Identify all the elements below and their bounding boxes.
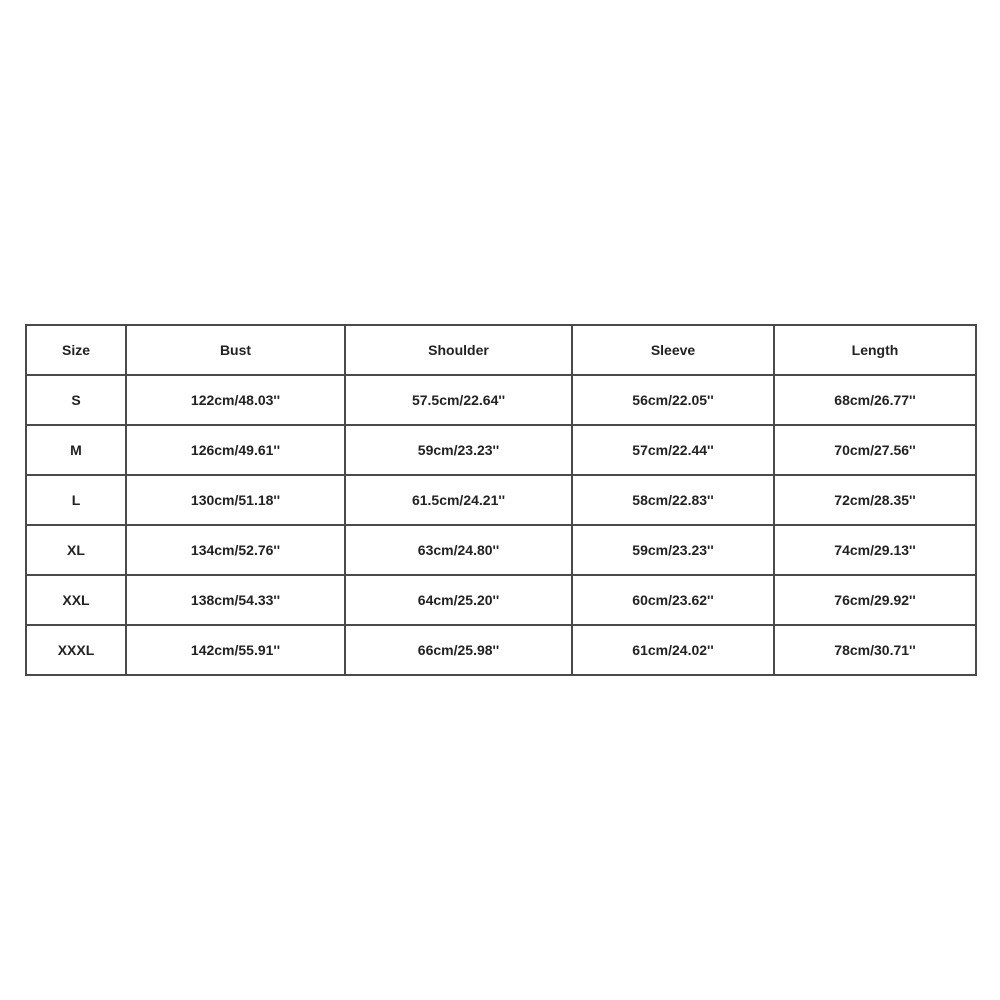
- table-row: [26, 525, 976, 575]
- length-cell: 72cm/28.35'': [774, 475, 976, 525]
- length-cell: 70cm/27.56'': [774, 425, 976, 475]
- bust-cell: 122cm/48.03'': [126, 375, 345, 425]
- bust-cell: 130cm/51.18'': [126, 475, 345, 525]
- length-cell: 76cm/29.92'': [774, 575, 976, 625]
- size-cell: M: [26, 425, 126, 475]
- sleeve-cell: 60cm/23.62'': [572, 575, 774, 625]
- table-row: [26, 375, 976, 425]
- size-cell: XXXL: [26, 625, 126, 675]
- shoulder-cell: 63cm/24.80'': [345, 525, 572, 575]
- table-row: [26, 625, 976, 675]
- length-cell: 68cm/26.77'': [774, 375, 976, 425]
- table-row: [26, 425, 976, 475]
- shoulder-cell: 61.5cm/24.21'': [345, 475, 572, 525]
- shoulder-cell: 57.5cm/22.64'': [345, 375, 572, 425]
- header-size: Size: [26, 325, 126, 375]
- size-cell: L: [26, 475, 126, 525]
- bust-cell: 126cm/49.61'': [126, 425, 345, 475]
- shoulder-cell: 59cm/23.23'': [345, 425, 572, 475]
- bust-cell: 134cm/52.76'': [126, 525, 345, 575]
- size-chart-table: [25, 324, 977, 676]
- header-length: Length: [774, 325, 976, 375]
- header-shoulder: Shoulder: [345, 325, 572, 375]
- bust-cell: 138cm/54.33'': [126, 575, 345, 625]
- sleeve-cell: 59cm/23.23'': [572, 525, 774, 575]
- table-header-row: [26, 325, 976, 375]
- bust-cell: 142cm/55.91'': [126, 625, 345, 675]
- sleeve-cell: 57cm/22.44'': [572, 425, 774, 475]
- shoulder-cell: 64cm/25.20'': [345, 575, 572, 625]
- shoulder-cell: 66cm/25.98'': [345, 625, 572, 675]
- length-cell: 78cm/30.71'': [774, 625, 976, 675]
- table-row: [26, 575, 976, 625]
- table-row: [26, 475, 976, 525]
- sleeve-cell: 58cm/22.83'': [572, 475, 774, 525]
- header-bust: Bust: [126, 325, 345, 375]
- sleeve-cell: 56cm/22.05'': [572, 375, 774, 425]
- size-cell: XL: [26, 525, 126, 575]
- sleeve-cell: 61cm/24.02'': [572, 625, 774, 675]
- header-sleeve: Sleeve: [572, 325, 774, 375]
- size-cell: XXL: [26, 575, 126, 625]
- length-cell: 74cm/29.13'': [774, 525, 976, 575]
- size-cell: S: [26, 375, 126, 425]
